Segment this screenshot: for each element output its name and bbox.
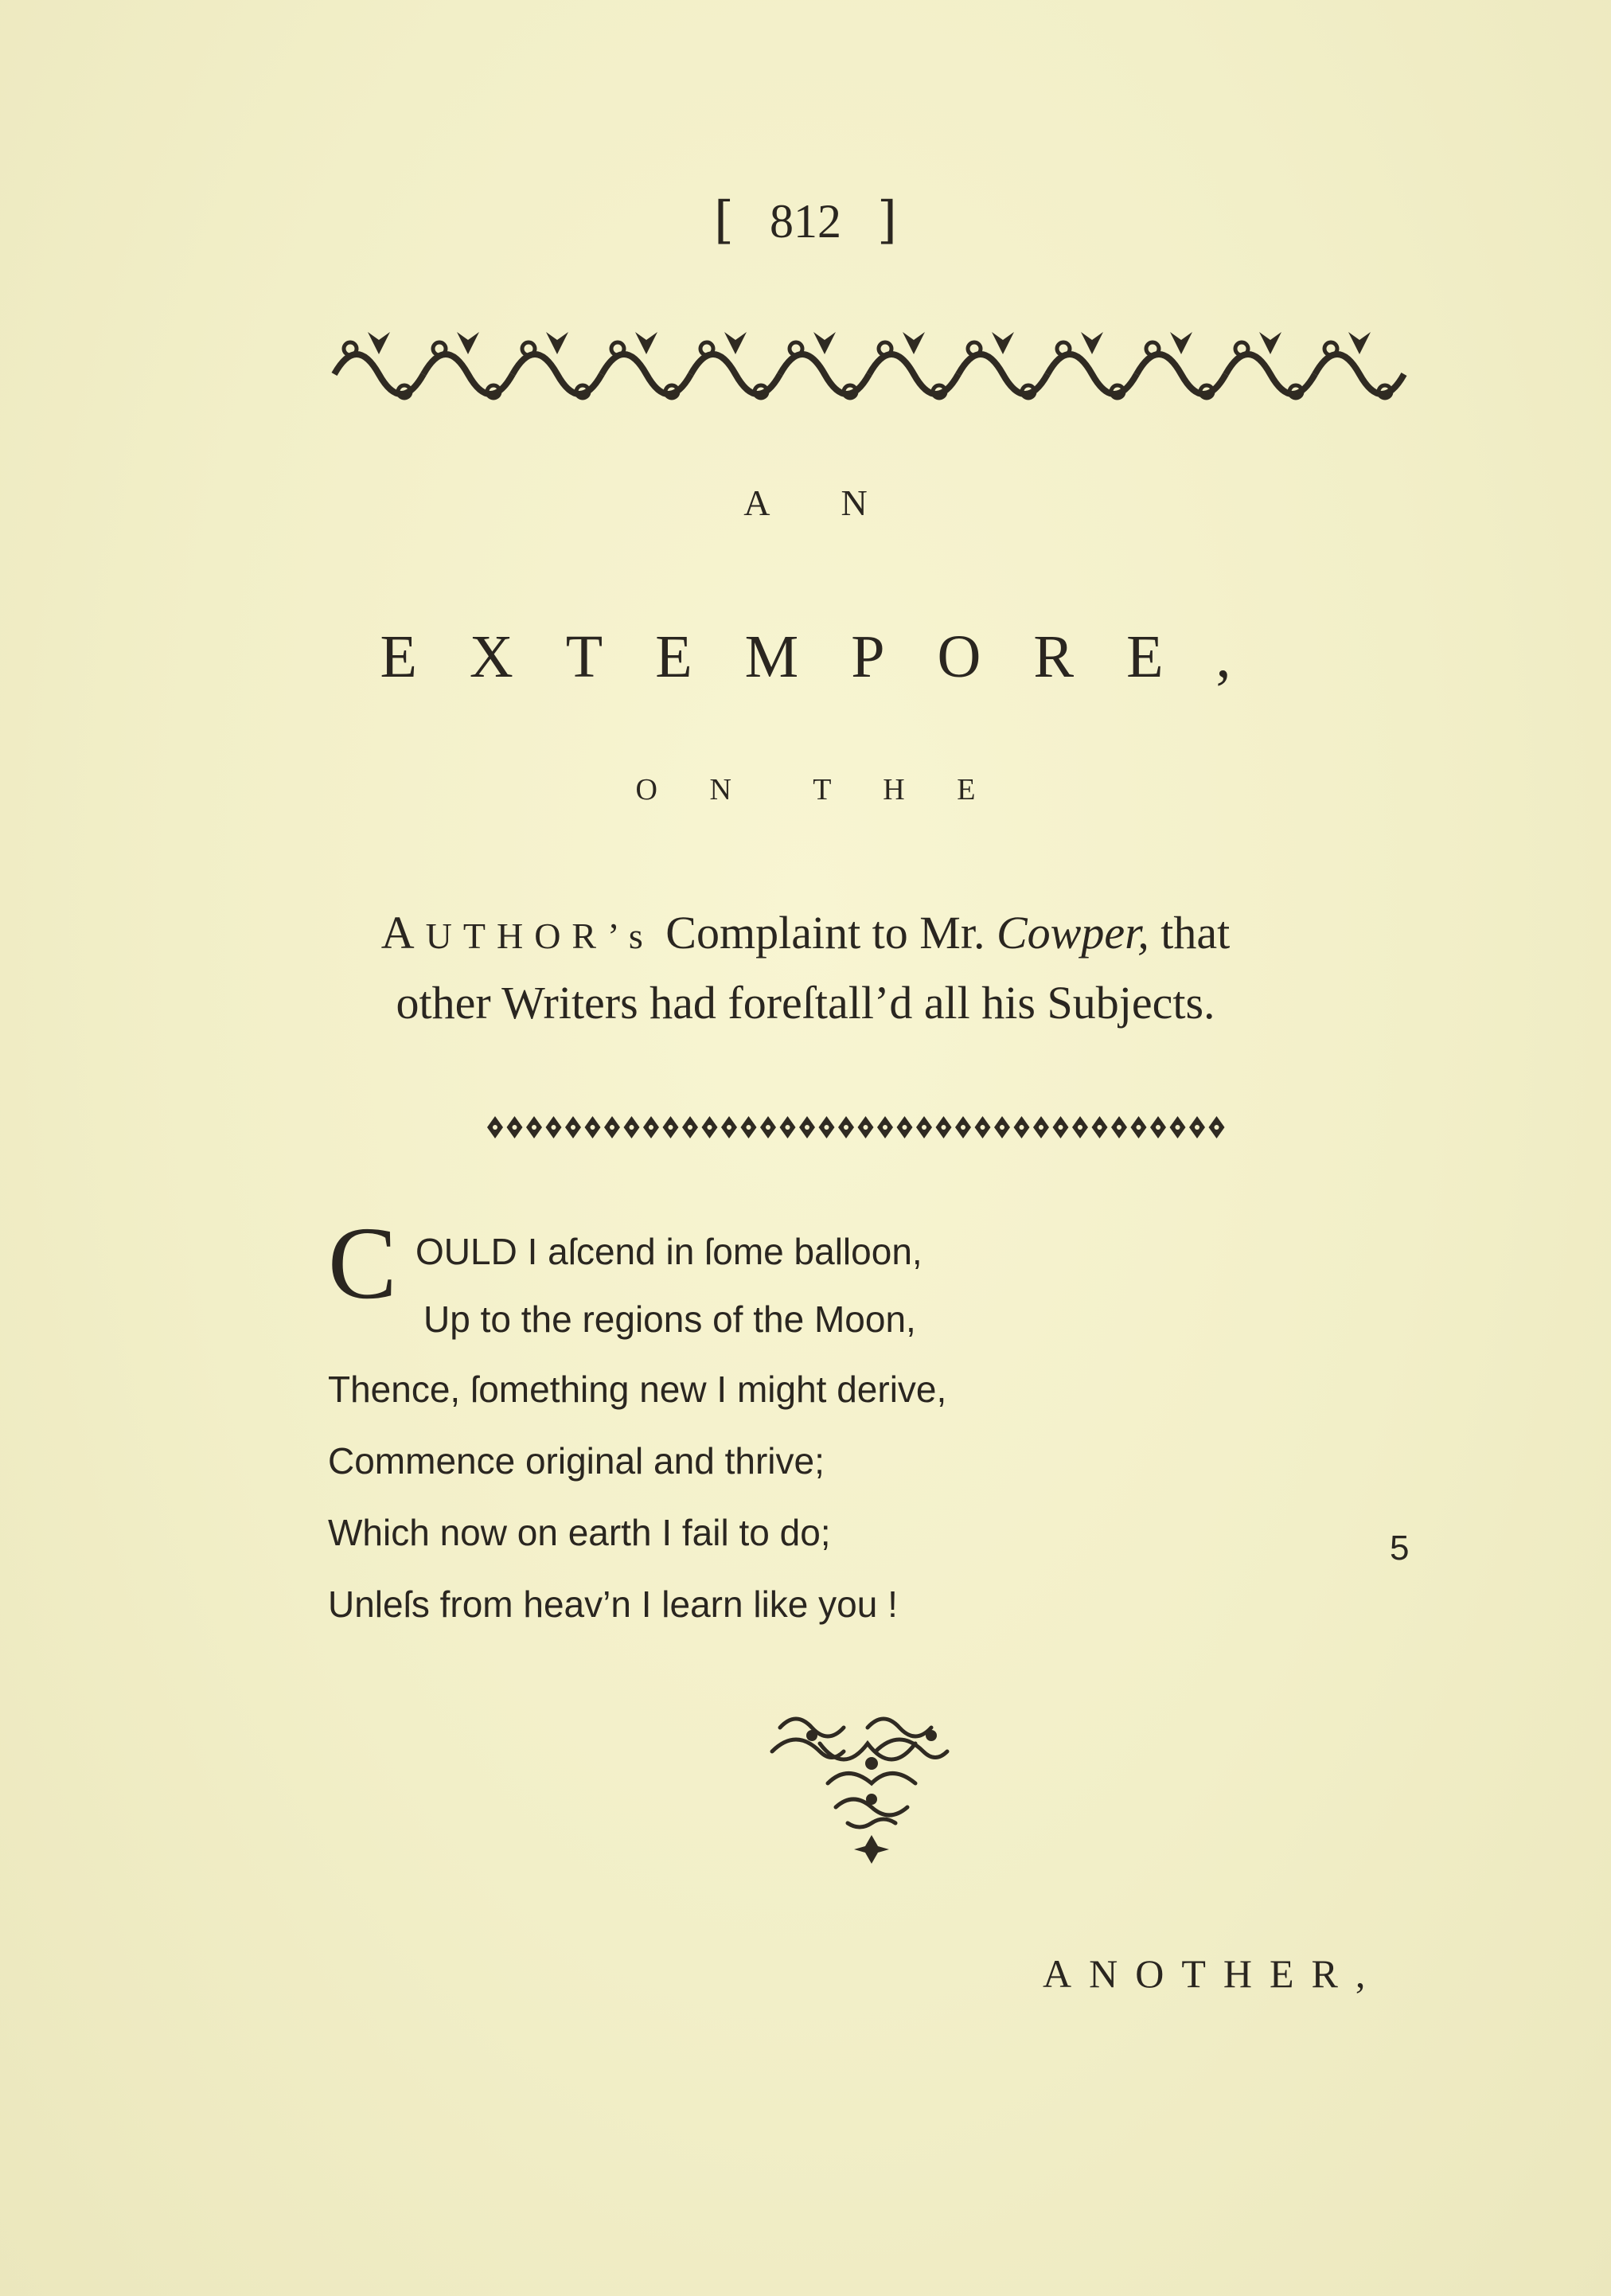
poem-line-4: Commence original and thrive; [328, 1440, 825, 1482]
poem-line-1: OULD I aſcend in ſome balloon, [415, 1231, 923, 1272]
poem-line-3: Thence, ſomething new I might derive, [328, 1369, 947, 1410]
drop-cap: C [328, 1206, 397, 1321]
tailpiece-ornament [764, 1704, 979, 1871]
poem-line-2: Up to the regions of the Moon, [423, 1298, 916, 1340]
subtitle-caps: UTHOR [425, 916, 608, 956]
ornament-rule [486, 1113, 1234, 1142]
title-preposition: O N T H E [635, 773, 998, 806]
floral-band-ornament [318, 318, 1425, 406]
subtitle-text: Complaint to Mr. [665, 907, 985, 959]
title-article: A N [743, 482, 899, 523]
subtitle-line-2: other Writers had foreſtall’d all his Subjects. [396, 977, 1215, 1029]
poem-line-6: Unleſs from heav’n I learn like you ! [328, 1583, 898, 1625]
subtitle-initial: A [380, 907, 426, 959]
bracket-open: [ [714, 191, 734, 250]
catchword: ANOTHER, [1043, 1951, 1383, 1996]
subtitle [0, 900, 1611, 1037]
subtitle-possessive: ’s [607, 916, 654, 956]
subtitle-name: Cowper, [996, 907, 1149, 959]
poem-line-5: Which now on earth I fail to do; [328, 1512, 831, 1553]
bracket-close: ] [877, 191, 897, 250]
page-number-header [0, 191, 1611, 250]
title-main: EXTEMPORE, [380, 623, 1284, 690]
line-number: 5 [1390, 1529, 1410, 1568]
subtitle-end: that [1160, 907, 1231, 959]
subtitle-line-1 [0, 900, 1611, 970]
page-number: 812 [770, 195, 841, 248]
